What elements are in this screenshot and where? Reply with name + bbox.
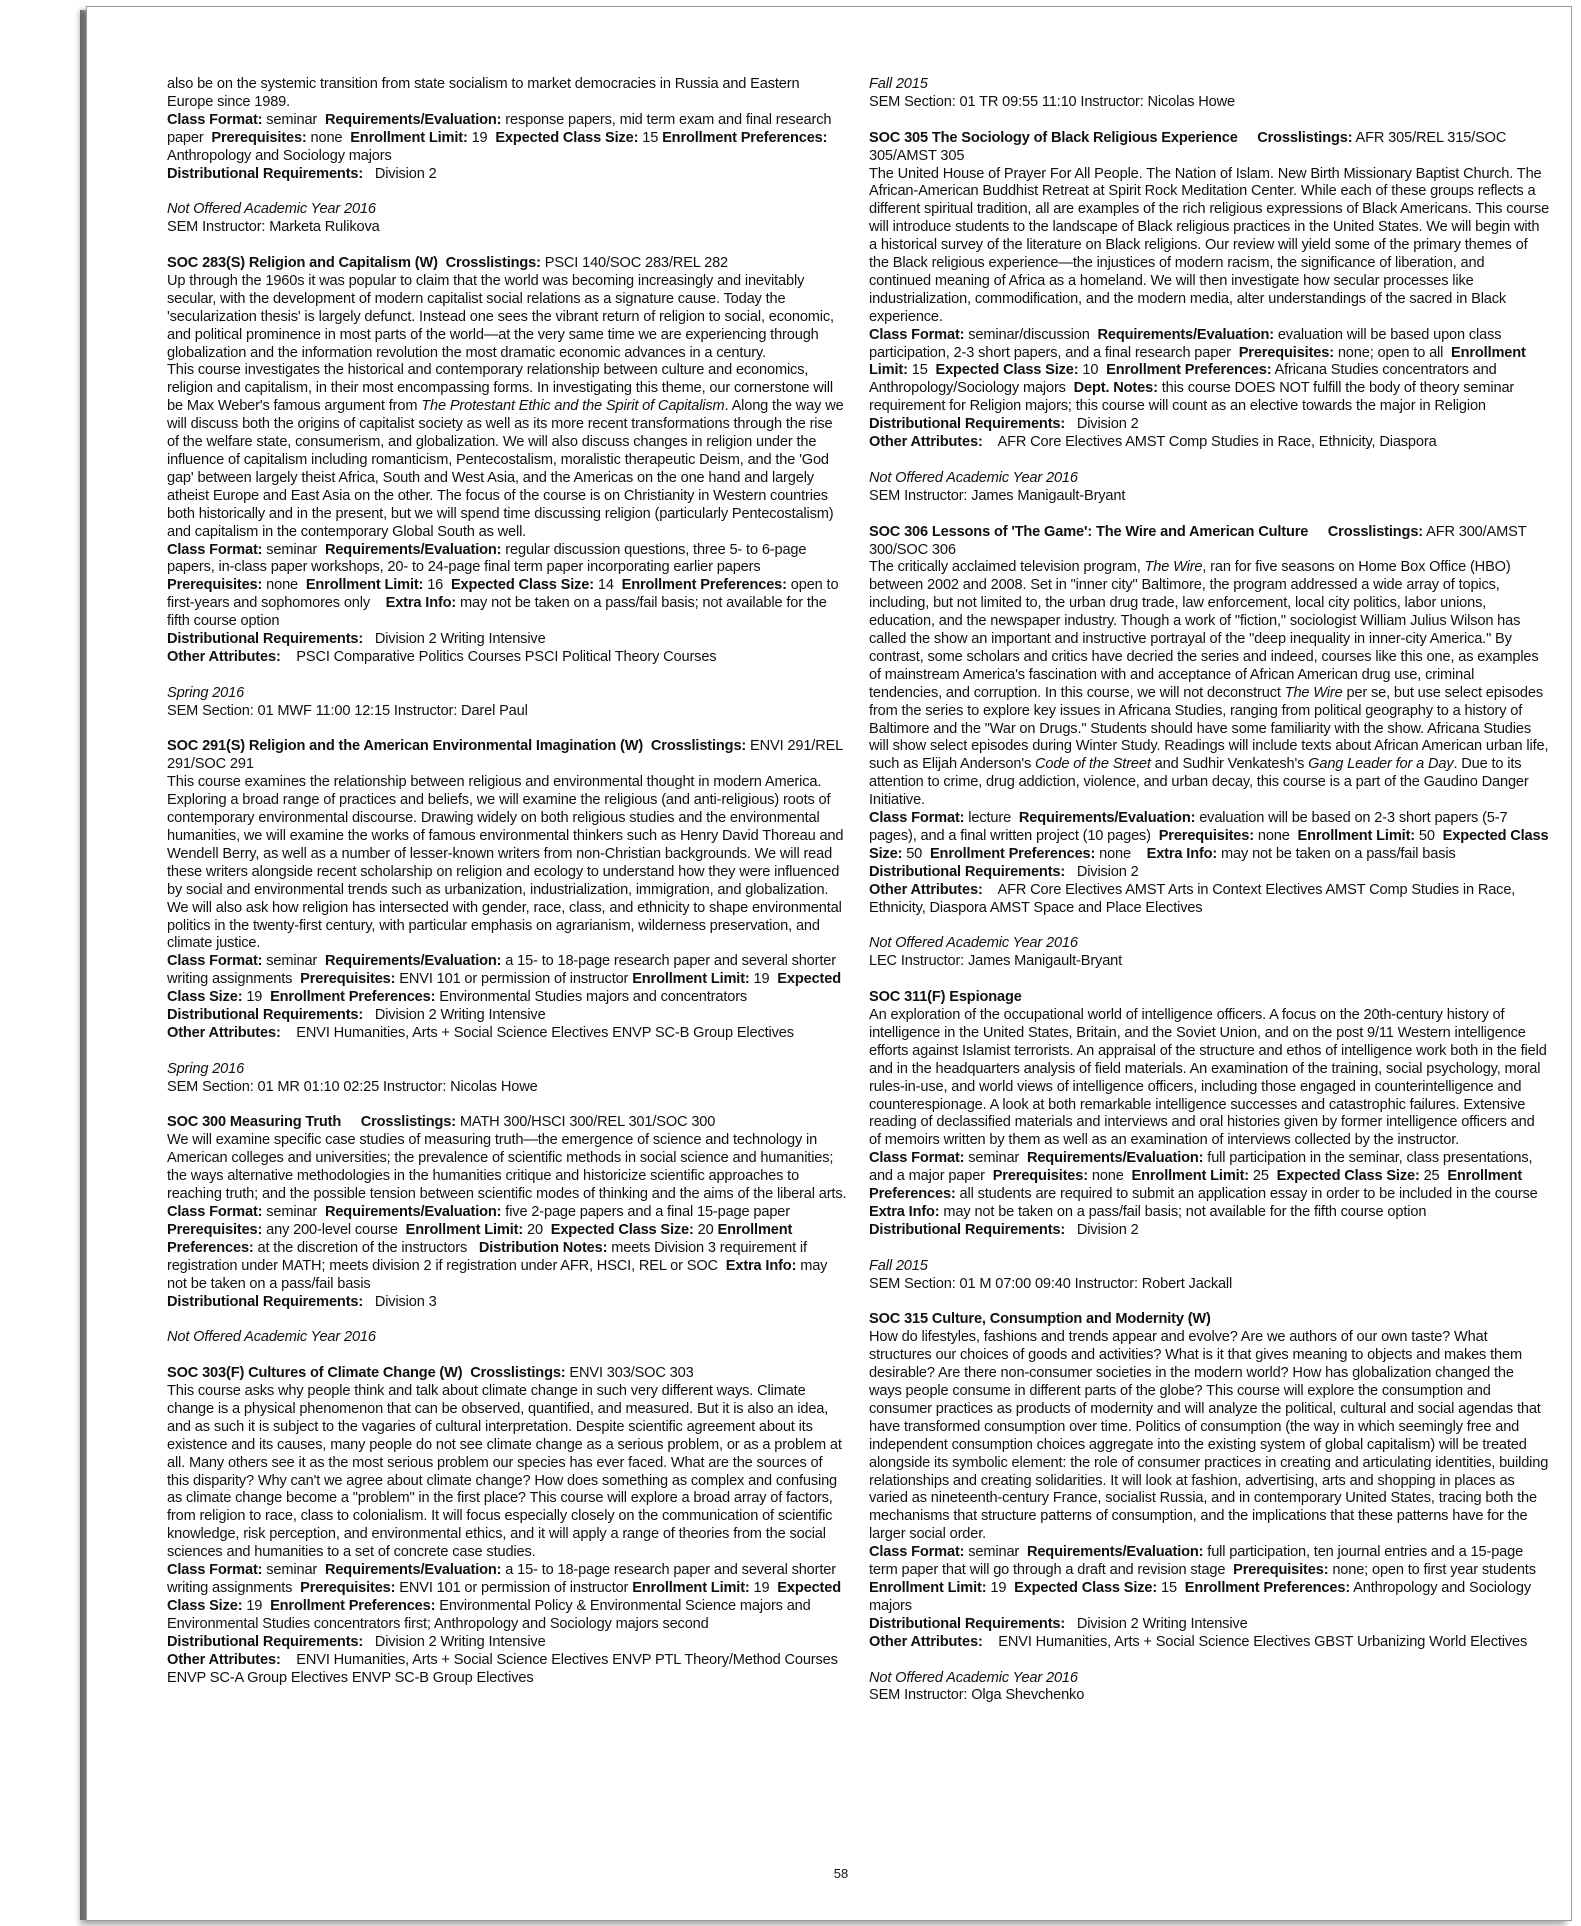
course-soc300 — [167, 1114, 847, 1347]
course-attributes: Other Attributes: AFR Core Electives AMST Arts in Context Electives AMST Comp Studies in Race, Ethnicity, Diaspora AMST Space and Place Electives — [869, 881, 1516, 916]
intro-entry — [167, 76, 847, 237]
course-offered: Not Offered Academic Year 2016 — [869, 469, 1078, 486]
course-offered: Not Offered Academic Year 2016 — [869, 935, 1078, 952]
course-description: Up through the 1960s it was popular to claim that the world was becoming increasingly and inevitably secular, with the development of modern capitalist social relations as a signature cause. Today the 'secularization thesis' is largely defunct. Instead one sees the vibrant return of religion to social, economic, and political prominence in most parts of the world—at the very same time we are experiencing through globalization and the information revolution the most dramatic economic advances in a century. — [167, 272, 834, 361]
intro-offered: Not Offered Academic Year 2016 — [167, 201, 376, 218]
course-details: Class Format: seminar Requirements/Evaluation: five 2-page papers and a final 15-page paper Prerequisites: any 200-level course Enrollment Limit: 20 Expected Class Size: 20 Enrollment Preferences: at the discretion of the instructors Distribution Notes: meets Division 3 requirement if registration under MATH; meets division 2 if registration under AFR, HSCI, REL or SOC Extra Info: may not be taken on a pass/fail basis — [167, 1204, 828, 1292]
course-title: SOC 303(F) Cultures of Climate Change (W) Crosslistings: ENVI 303/SOC 303 — [167, 1365, 694, 1382]
course-title: SOC 300 Measuring Truth Crosslistings: MATH 300/HSCI 300/REL 301/SOC 300 — [167, 1114, 716, 1131]
course-soc303 — [167, 1365, 847, 1687]
course-title: SOC 315 Culture, Consumption and Modernity (W) — [869, 1311, 1211, 1328]
course-term: Spring 2016 — [167, 684, 245, 701]
course-section: SEM Instructor: Olga Shevchenko — [869, 1687, 1085, 1704]
course-description: An exploration of the occupational world of intelligence officers. A focus on the 20th-century history of intelligence in the United States, Britain, and the Soviet Union, and on the post 9/11 Western intelligence efforts against Islamist terrorists. An appraisal of the structure and ethos of intelligence work both in the field and in the headquarters analysis of field materials. An examination of the training, social psychology, moral rules-in-use, and world views of intelligence officers, including those engaged in counterintelligence and counterespionage. A look at both remarkable intelligence successes and catastrophic failures. Extensive reading of declassified materials and interviews and oral histories given by former intelligence officers and of memoirs written by them as well as an examination of interviews collected by the instructor. — [869, 1007, 1547, 1149]
intro-section: SEM Instructor: Marketa Rulikova — [167, 219, 380, 236]
course-title: SOC 305 The Sociology of Black Religious Experience Crosslistings: AFR 305/REL 315/SOC 305/AMST 305 — [869, 129, 1507, 164]
course-details: Class Format: seminar Requirements/Evaluation: full participation, ten journal entries and a 15-page term paper that will go through a draft and revision stage Prerequisites: none; open to first year students Enrollment Limit: 19 Expected Class Size: 15 Enrollment Preferences: Anthropology and Sociology majors — [869, 1544, 1536, 1614]
course-distribution: Distributional Requirements: Division 2 — [869, 863, 1139, 880]
course-distribution: Distributional Requirements: Division 2 Writing Intensive — [167, 1633, 546, 1650]
course-details: Class Format: seminar/discussion Requirements/Evaluation: evaluation will be based upon class participation, 2-3 short papers, and a final research paper Prerequisites: none; open to all Enrollment Limit: 15 Expected Class Size: 10 Enrollment Preferences: Africana Studies concentrators and Anthropology/Sociology majors Dept. Notes: this course DOES NOT fulfill the body of theory seminar requirement for Religion majors; this course will count as an elective towards the major in Religion — [869, 326, 1526, 415]
course-term: Spring 2016 — [167, 1060, 245, 1077]
intro-distribution: Distributional Requirements: Division 2 — [167, 165, 437, 182]
page-number: 58 — [833, 1866, 849, 1881]
course-attributes: Other Attributes: ENVI Humanities, Arts + Social Science Electives GBST Urbanizing World Electives — [869, 1633, 1528, 1650]
course-details: Class Format: lecture Requirements/Evaluation: evaluation will be based on 2-3 short papers (5-7 pages), and a final written project (10 pages) Prerequisites: none Enrollment Limit: 50 Expected Class Size: 50 Enrollment Preferences: none Extra Info: may not be taken on a pass/fail basis — [869, 810, 1549, 862]
course-term: Fall 2015 — [869, 76, 928, 92]
course-title: SOC 306 Lessons of 'The Game': The Wire and American Culture Crosslistings: AFR 300/AMST 300/SOC 306 — [869, 523, 1527, 558]
course-distribution: Distributional Requirements: Division 3 — [167, 1293, 437, 1310]
intro-details: Class Format: seminar Requirements/Evaluation: response papers, mid term exam and final research paper Prerequisites: none Enrollment Limit: 19 Expected Class Size: 15 Enrollment Preferences: Anthropology and Sociology majors — [167, 111, 832, 164]
course-description-2: This course investigates the historical and contemporary relationship between culture and economics, religion and capitalism, in their most encompassing forms. In investigating this theme, our cornerstone will be Max Weber's famous argument from The Protestant Ethic and the Spirit of Capitalism. Along the way we will discuss both the origins of capitalist society as well as its more recent transformations through the rise of the welfare state, consumerism, and globalization. We will also discuss changes in religion under the influence of capitalism including romanticism, Pentecostalism, moralistic therapeutic Deism, and the 'God gap' between largely theist Africa, South and West Asia, and the Americas on the one hand and largely atheist Europe and East Asia on the other. The focus of the course is on Christianity in Western countries both historically and in the present, but we will spend time discussing religion (particularly Pentecostalism) and capitalism in the contemporary Global South as well. — [167, 362, 844, 540]
course-distribution: Distributional Requirements: Division 2 Writing Intensive — [869, 1615, 1248, 1632]
course-description: The critically acclaimed television program, The Wire, ran for five seasons on Home Box Office (HBO) between 2002 and 2008. Set in "inner city" Baltimore, the program addressed a wide array of topics, including, but not limited to, the urban drug trade, law enforcement, local city politics, labor unions, education, and the newspaper industry. Though a work of "fiction," sociologist William Julius Wilson has called the show an important and instructive portrayal of the "deep inequality in inner-city America." By contrast, some scholars and critics have decried the series and indeed, courses like this one, as examples of mainstream America's fascination with and acceptance of African American drug use, criminal tendencies, and corruption. In this course, we will not deconstruct The Wire per se, but use select episodes from the series to explore key issues in Africana Studies, ranging from political geography to a history of Baltimore and the "War on Drugs." Students should have some familiarity with the show. Africana Studies will show select episodes during Winter Study. Readings will include texts about African American urban life, such as Elijah Anderson's Code of the Street and Sudhir Venkatesh's Gang Leader for a Day. Due to its attention to crime, drug addiction, violence, and urban decay, this course is a part of the Gaudino Danger Initiative. — [869, 559, 1549, 809]
course-soc305 — [869, 130, 1550, 506]
course-description: How do lifestyles, fashions and trends appear and evolve? Are we authors of our own taste? What structures our choices of goods and activities? What is it that gives meaning to objects and makes them desirable? Are there non-consumer societies in the modern world? How has globalization changed the ways people consume in different parts of the globe? This course will explore the consumption and consumer practices as products of modernity and will analyze the political, cultural and social agendas that have transformed consumption over time. Politics of consumption (the way in which seemingly free and independent consumption choices aggregate into the existing system of global capitalism) will be treated alongside its symbolic element: the role of consumer practices in creating and articulating identities, building relationships and creating solidarities. It will look at fashion, advertising, arts and shopping in places as varied as nineteenth-century France, socialist Russia, and in contemporary United States, tracing both the mechanisms that structure patterns of consumption, and the implications that these patterns have for the larger social order. — [869, 1329, 1549, 1543]
course-title: SOC 291(S) Religion and the American Environmental Imagination (W) Crosslistings: ENVI 291/REL 291/SOC 291 — [167, 738, 843, 773]
course-section: SEM Section: 01 M 07:00 09:40 Instructor: Robert Jackall — [869, 1275, 1233, 1292]
course-description: The United House of Prayer For All People. The Nation of Islam. New Birth Missionary Baptist Church. The African-American Buddhist Retreat at Spirit Rock Meditation Center. While each of these groups reflects a different spiritual tradition, all are examples of the rich religious expressions of Black Americans. This course will introduce students to the landscape of Black religious practices in the United States. We will begin with a historical survey of the literature on Black religions. Our review will yield some of the primary themes of the Black religious experience—the injustices of modern racism, the significance of liberation, and continued meaning of Africa as a homeland. We will then investigate how secular processes like industrialization, commodification, and the modern media, alter understandings of the sacred in Black experience. — [869, 165, 1550, 325]
course-soc283 — [167, 255, 847, 721]
course-soc291 — [167, 738, 847, 1096]
course-description: This course asks why people think and talk about climate change in such very different ways. Climate change is a physical phenomenon that can be observed, quantified, and measured. But it is also an idea, and as such it is subject to the vagaries of cultural interpretation. Despite scientific agreement about its existence and its causes, many people do not see climate change as a serious problem, or as a problem at all. Many others see it as the most serious problem our species has ever faced. What are the sources of this disparity? Why can't we agree about climate change? How does something as complex and confusing as climate change become a "problem" in the first place? This course will explore a broad array of factors, from religion to race, class to colonialism. It will focus especially closely on the communication of scientific knowledge, risk perception, and environmental ethics, and it will apply a range of theories from the social sciences and humanities to a set of concrete case studies. — [167, 1383, 842, 1561]
course-offered: Not Offered Academic Year 2016 — [167, 1329, 376, 1346]
course-title: SOC 283(S) Religion and Capitalism (W) Crosslistings: PSCI 140/SOC 283/REL 282 — [167, 255, 729, 272]
course-distribution: Distributional Requirements: Division 2 — [869, 1221, 1139, 1238]
course-section: SEM Section: 01 TR 09:55 11:10 Instructor: Nicolas Howe — [869, 93, 1235, 110]
left-column — [167, 76, 847, 1687]
course-attributes: Other Attributes: ENVI Humanities, Arts + Social Science Electives ENVP PTL Theory/Method Courses ENVP SC-A Group Electives ENVP SC-B Group Electives — [167, 1651, 838, 1686]
course-offered: Not Offered Academic Year 2016 — [869, 1669, 1078, 1686]
course-details: Class Format: seminar Requirements/Evaluation: a 15- to 18-page research paper and several shorter writing assignments Prerequisites: ENVI 101 or permission of instructor Enrollment Limit: 19 Expected Class Size: 19 Enrollment Preferences: Environmental Policy & Environmental Science majors and Environmental Studies concentrators first; Anthropology and Sociology majors second — [167, 1562, 841, 1632]
intro-description: also be on the systemic transition from state socialism to market democracies in Russia and Eastern Europe since 1989. — [167, 76, 800, 110]
course-attributes: Other Attributes: AFR Core Electives AMST Comp Studies in Race, Ethnicity, Diaspora — [869, 434, 1437, 451]
course-section: SEM Instructor: James Manigault-Bryant — [869, 487, 1126, 504]
course-soc315 — [869, 1311, 1550, 1705]
course-distribution: Distributional Requirements: Division 2 Writing Intensive — [167, 1007, 546, 1024]
course-distribution: Distributional Requirements: Division 2 — [869, 416, 1139, 433]
course-details: Class Format: seminar Requirements/Evaluation: a 15- to 18-page research paper and several shorter writing assignments Prerequisites: ENVI 101 or permission of instructor Enrollment Limit: 19 Expected Class Size: 19 Enrollment Preferences: Environmental Studies majors and concentrators — [167, 953, 841, 1006]
right-intro-entry — [869, 76, 1550, 112]
course-title: SOC 311(F) Espionage — [869, 989, 1022, 1006]
course-term: Fall 2015 — [869, 1257, 928, 1274]
course-section: SEM Section: 01 MR 01:10 02:25 Instructor: Nicolas Howe — [167, 1078, 538, 1095]
course-description: We will examine specific case studies of measuring truth—the emergence of science and technology in American colleges and universities; the prevalence of scientific methods in social science and humanities; the ways alternative methodologies in the humanities critique and historicize scientific approaches to reaching truth; and the possible tension between scientific modes of thinking and the aims of the liberal arts. — [167, 1132, 847, 1203]
course-soc311 — [869, 989, 1550, 1293]
course-attributes: Other Attributes: PSCI Comparative Politics Courses PSCI Political Theory Courses — [167, 648, 717, 665]
course-details: Class Format: seminar Requirements/Evaluation: full participation in the seminar, class presentations, and a major paper Prerequisites: none Enrollment Limit: 25 Expected Class Size: 25 Enrollment Preferences: all students are required to submit an application essay in order to be included in the course Extra Info: may not be taken on a pass/fail basis; not available for the fifth course option — [869, 1150, 1538, 1221]
course-section: SEM Section: 01 MWF 11:00 12:15 Instructor: Darel Paul — [167, 702, 528, 719]
course-attributes: Other Attributes: ENVI Humanities, Arts + Social Science Electives ENVP SC-B Group Electives — [167, 1024, 794, 1041]
right-column — [869, 76, 1550, 1705]
course-distribution: Distributional Requirements: Division 2 Writing Intensive — [167, 631, 546, 648]
course-description: This course examines the relationship between religious and environmental thought in modern America. Exploring a broad range of practices and beliefs, we will examine the religious (and anti-religious) roots of contemporary environmental discourse. Drawing widely on both religious studies and the environmental humanities, we will examine the works of famous environmental thinkers such as Henry David Thoreau and Wendell Berry, as well as a number of lesser-known writers from non-Christian backgrounds. We will read these writers alongside recent scholarship on religion and ecology to understand how they were influenced by social and environmental trends such as urbanization, industrialization, immigration, and globalization. We will also ask how religion has intersected with gender, race, class, and ethnicity to shape environmental politics in the twenty-first century, with particular emphasis on agrarianism, wilderness preservation, and climate justice. — [167, 774, 844, 952]
course-section: LEC Instructor: James Manigault-Bryant — [869, 953, 1123, 970]
course-soc306 — [869, 524, 1550, 972]
course-details: Class Format: seminar Requirements/Evaluation: regular discussion questions, three 5- to 6-page papers, in-class paper workshops, 20- to 24-page final term paper incorporating earlier papers Prerequisites: none Enrollment Limit: 16 Expected Class Size: 14 Enrollment Preferences: open to first-years and sophomores only Extra Info: may not be taken on a pass/fail basis; not available for the fifth course option — [167, 541, 839, 630]
